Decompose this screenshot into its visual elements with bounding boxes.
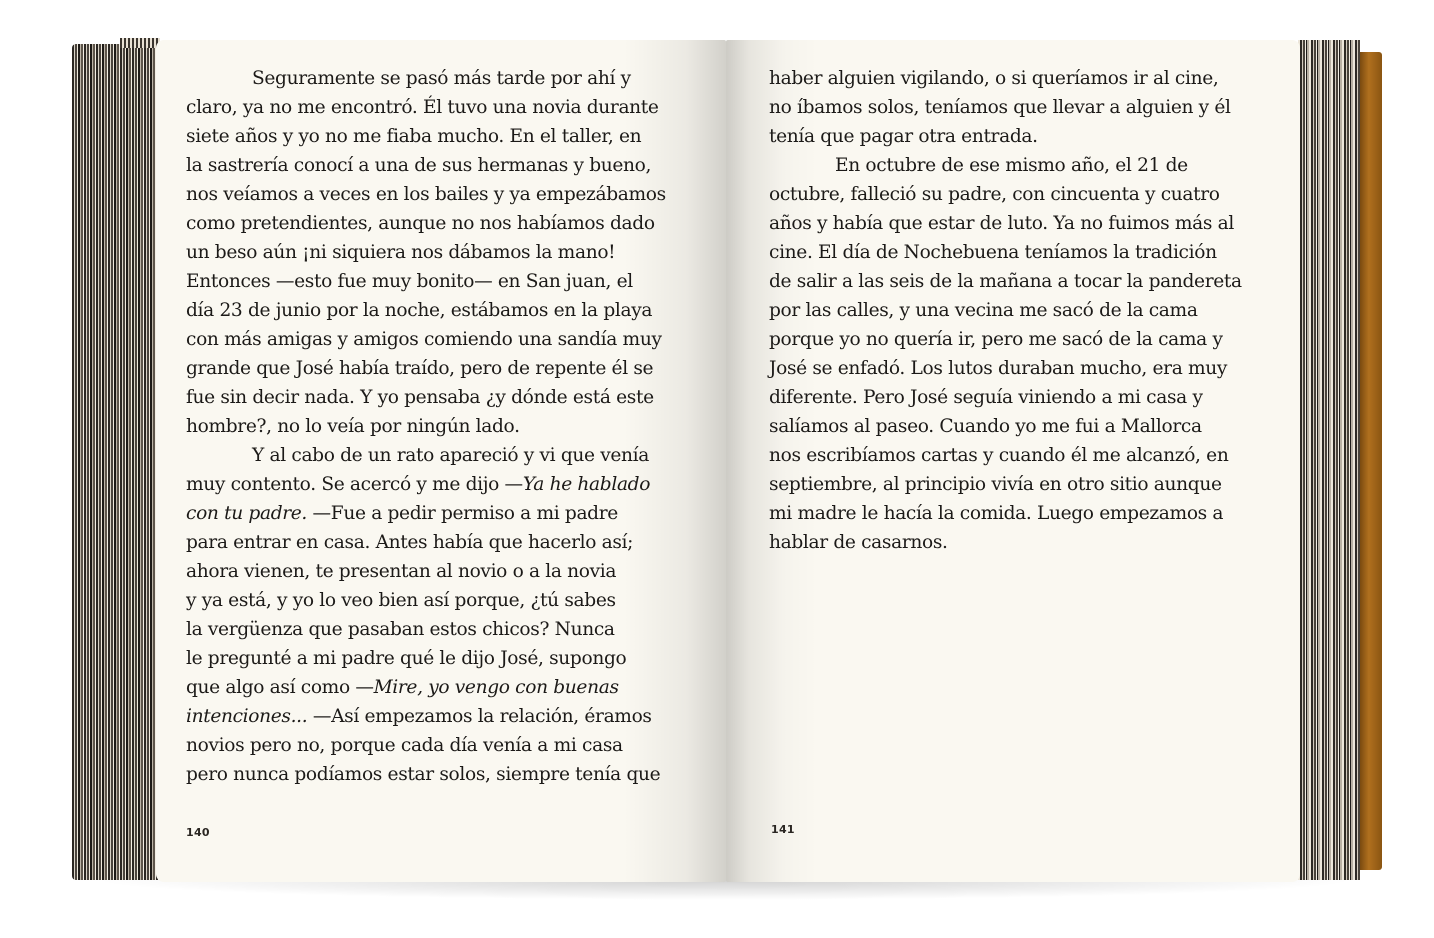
text-run: José se enfadó. Los lutos duraban mucho, era muy	[769, 358, 1228, 379]
italic-text: intenciones...	[186, 706, 308, 727]
text-run: Entonces —esto fue muy bonito— en San juan, el	[186, 271, 633, 292]
text-run: tenía que pagar otra entrada.	[769, 126, 1038, 147]
text-line	[769, 383, 1242, 412]
text-run: con más amigas y amigos comiendo una sandía muy	[186, 329, 662, 350]
text-run: la vergüenza que pasaban estos chicos? Nunca	[186, 619, 615, 640]
text-line	[186, 702, 666, 731]
text-run: no íbamos solos, teníamos que llevar a alguien y él	[769, 97, 1231, 118]
text-line	[186, 267, 666, 296]
text-run: En octubre de ese mismo año, el 21 de	[835, 155, 1188, 176]
text-run: porque yo no quería ir, pero me sacó de la cama y	[769, 329, 1223, 350]
text-run: —Fue a pedir permiso a mi padre	[307, 503, 618, 524]
text-line	[769, 499, 1242, 528]
left-page-edges	[72, 44, 158, 880]
text-run: Seguramente se pasó más tarde por ahí y	[252, 68, 631, 89]
text-line	[186, 557, 666, 586]
text-run: mi madre le hacía la comida. Luego empezamos a	[769, 503, 1224, 524]
text-line	[186, 151, 666, 180]
text-line	[769, 151, 1242, 180]
text-run: hombre?, no lo veía por ningún lado.	[186, 416, 520, 437]
text-line	[769, 180, 1242, 209]
text-line	[186, 644, 666, 673]
text-run: —Así empezamos la relación, éramos	[307, 706, 652, 727]
text-run: ahora vienen, te presentan al novio o a la novia	[186, 561, 617, 582]
italic-text: Mire, yo vengo con buenas	[373, 677, 619, 698]
text-line	[769, 441, 1242, 470]
text-run: que algo así como —	[186, 677, 374, 698]
text-line	[186, 209, 666, 238]
text-run: día 23 de junio por la noche, estábamos en la playa	[186, 300, 653, 321]
text-run: haber alguien vigilando, o si queríamos ir al cine,	[769, 68, 1219, 89]
text-run: y ya está, y yo lo veo bien así porque, ¿tú sabes	[186, 590, 616, 611]
text-run: diferente. Pero José seguía viniendo a mi casa y	[769, 387, 1203, 408]
text-line	[186, 354, 666, 383]
text-run: le pregunté a mi padre qué le dijo José, supongo	[186, 648, 627, 669]
text-run: salíamos al paseo. Cuando yo me fui a Mallorca	[769, 416, 1202, 437]
text-line	[186, 93, 666, 122]
right-page-number: 141	[771, 823, 795, 836]
text-line	[769, 412, 1242, 441]
text-line	[769, 528, 1242, 557]
left-page-number: 140	[186, 826, 210, 839]
text-run: siete años y yo no me fiaba mucho. En el taller, en	[186, 126, 642, 147]
text-run: por las calles, y una vecina me sacó de la cama	[769, 300, 1198, 321]
text-line	[186, 325, 666, 354]
text-line	[769, 267, 1242, 296]
right-page-body	[769, 64, 1242, 557]
text-run: la sastrería conocí a una de sus hermanas y bueno,	[186, 155, 652, 176]
left-page-body	[186, 64, 666, 789]
text-line	[186, 673, 666, 702]
text-run: un beso aún ¡ni siquiera nos dábamos la mano!	[186, 242, 616, 263]
text-line	[186, 64, 666, 93]
text-line	[186, 760, 666, 789]
text-run: nos escribíamos cartas y cuando él me alcanzó, en	[769, 445, 1229, 466]
text-line	[769, 296, 1242, 325]
text-line	[186, 238, 666, 267]
text-line	[186, 441, 666, 470]
text-run: de salir a las seis de la mañana a tocar la pandereta	[769, 271, 1242, 292]
text-line	[186, 731, 666, 760]
text-run: septiembre, al principio vivía en otro sitio aunque	[769, 474, 1222, 495]
text-line	[186, 499, 666, 528]
right-page	[726, 40, 1300, 882]
text-run: hablar de casarnos.	[769, 532, 948, 553]
text-line	[186, 296, 666, 325]
text-run: novios pero no, porque cada día venía a mi casa	[186, 735, 623, 756]
italic-text: con tu padre.	[186, 503, 307, 524]
text-run: como pretendientes, aunque no nos habíamos dado	[186, 213, 655, 234]
italic-text: Ya he hablado	[522, 474, 651, 495]
text-run: años y había que estar de luto. Ya no fuimos más al	[769, 213, 1234, 234]
text-line	[186, 586, 666, 615]
left-page	[156, 40, 726, 882]
text-line	[769, 209, 1242, 238]
text-run: cine. El día de Nochebuena teníamos la tradición	[769, 242, 1217, 263]
text-line	[769, 470, 1242, 499]
text-line	[186, 180, 666, 209]
text-run: grande que José había traído, pero de repente él se	[186, 358, 654, 379]
text-line	[186, 615, 666, 644]
text-line	[186, 412, 666, 441]
text-line	[769, 238, 1242, 267]
left-page-edges-top	[120, 38, 160, 48]
text-line	[769, 325, 1242, 354]
text-run: nos veíamos a veces en los bailes y ya empezábamos	[186, 184, 666, 205]
text-run: claro, ya no me encontró. Él tuvo una novia durante	[186, 97, 659, 118]
text-run: muy contento. Se acercó y me dijo —	[186, 474, 523, 495]
text-run: octubre, falleció su padre, con cincuenta y cuatro	[769, 184, 1220, 205]
text-line	[769, 354, 1242, 383]
text-line	[186, 383, 666, 412]
text-run: Y al cabo de un rato apareció y vi que venía	[252, 445, 649, 466]
back-cover-edge	[1360, 52, 1382, 870]
text-run: pero nunca podíamos estar solos, siempre tenía que	[186, 764, 661, 785]
text-run: fue sin decir nada. Y yo pensaba ¿y dónde está este	[186, 387, 654, 408]
text-run: para entrar en casa. Antes había que hacerlo así;	[186, 532, 634, 553]
text-line	[186, 528, 666, 557]
text-line	[769, 122, 1242, 151]
right-page-edges	[1298, 40, 1360, 880]
text-line	[769, 64, 1242, 93]
text-line	[186, 122, 666, 151]
text-line	[769, 93, 1242, 122]
text-line	[186, 470, 666, 499]
